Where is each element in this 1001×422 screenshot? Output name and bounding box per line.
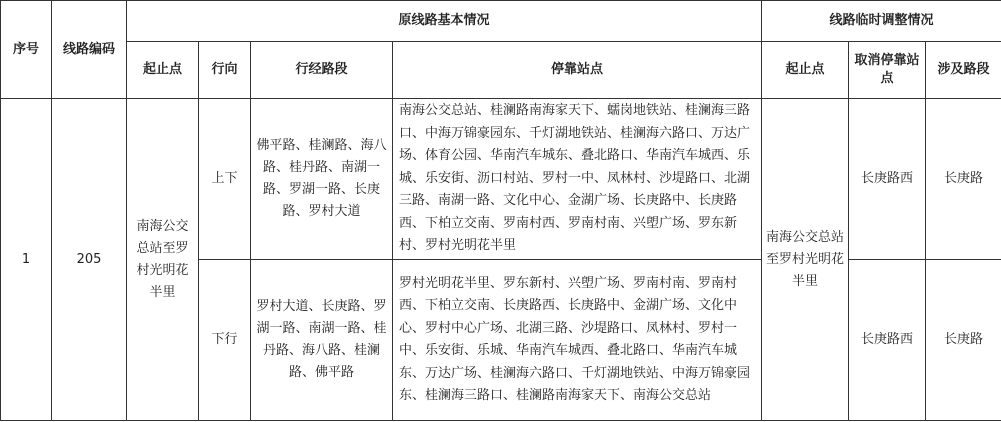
header-adjust-group: 线路临时调整情况 — [762, 1, 1001, 42]
header-direction: 行向 — [199, 42, 251, 99]
row-terminals: 南海公交总站至罗村光明花半里 — [127, 99, 199, 421]
row-down-direction: 下行 — [199, 260, 251, 421]
header-route-roads: 行经路段 — [251, 42, 393, 99]
header-seq: 序号 — [1, 1, 52, 99]
row-adj-terminals: 南海公交总站至罗村光明花半里 — [762, 99, 849, 421]
row-down-cancelled: 长庚路西 — [849, 260, 926, 421]
row-up-direction: 上下 — [199, 99, 251, 260]
row-up-roads: 佛平路、桂澜路、海八路、桂丹路、南湖一路、罗湖一路、长庚路、罗村大道 — [251, 99, 393, 260]
row-down-stops: 罗村光明花半里、罗东新村、兴塱广场、罗南村南、罗南村西、下柏立交南、长庚路西、长庚路中、金湖广场、文化中心、罗村中心广场、北湖三路、沙堤路口、凤林村、罗村一中、乐安街、乐城、华南汽车城西、叠北路口、华南汽车城东、万达广场、桂澜海六路口、千灯湖地铁站、中海万锦豪园东、桂澜海三路口、桂澜路南海家天下、南海公交总站 — [393, 260, 762, 421]
header-original-group: 原线路基本情况 — [127, 1, 762, 42]
header-line-code: 线路编码 — [52, 1, 127, 99]
header-terminals: 起止点 — [127, 42, 199, 99]
header-adj-terminals: 起止点 — [762, 42, 849, 99]
row-down-involved: 长庚路 — [926, 260, 1001, 421]
row-up-cancelled: 长庚路西 — [849, 99, 926, 260]
header-roads-involved: 涉及路段 — [926, 42, 1001, 99]
row-up-involved: 长庚路 — [926, 99, 1001, 260]
header-cancelled-stops: 取消停靠站点 — [849, 42, 926, 99]
row-up-stops: 南海公交总站、桂澜路南海家天下、蠕岗地铁站、桂澜海三路口、中海万锦豪园东、千灯湖地铁站、桂澜海六路口、万达广场、体育公园、华南汽车城东、叠北路口、华南汽车城西、乐城、乐安街、沥口村站、罗村一中、凤林村、沙堤路口、北湖三路、南湖一路、文化中心、金湖广场、长庚路中、长庚路西、下柏立交南、罗南村西、罗南村南、兴塱广场、罗东新村、罗村光明花半里 — [393, 99, 762, 260]
row-seq: 1 — [1, 99, 52, 421]
row-down-roads: 罗村大道、长庚路、罗湖一路、南湖一路、桂丹路、海八路、桂澜路、佛平路 — [251, 260, 393, 421]
row-line-code: 205 — [52, 99, 127, 421]
header-stops: 停靠站点 — [393, 42, 762, 99]
